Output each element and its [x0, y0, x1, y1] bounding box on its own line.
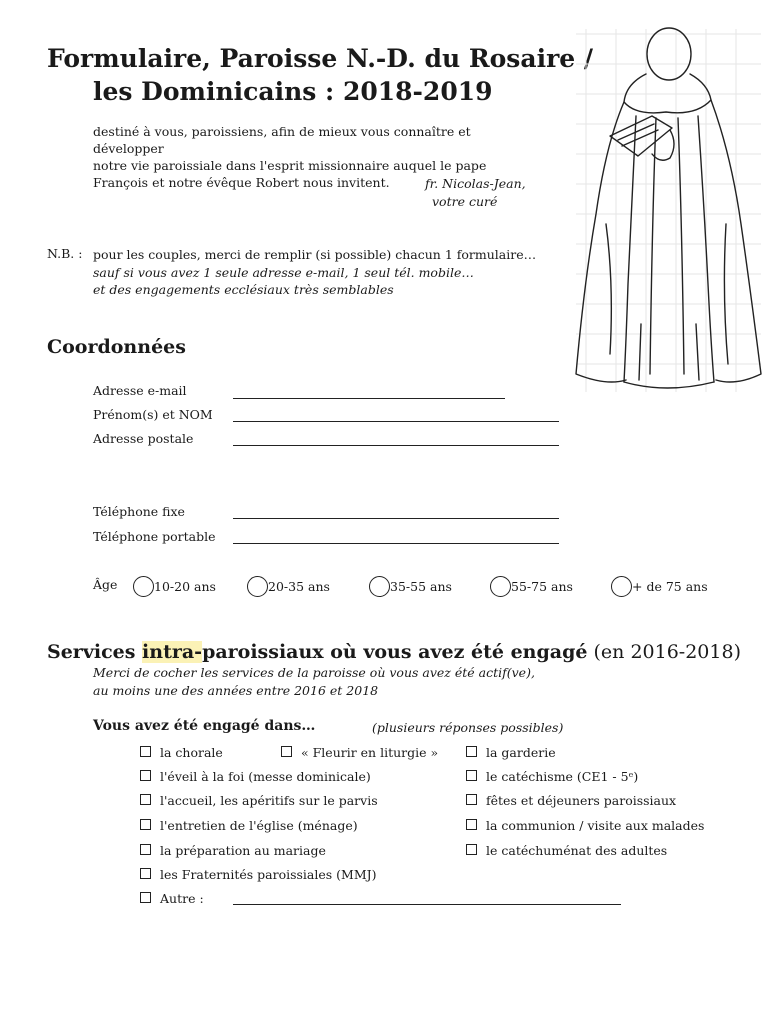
services-question: Vous avez été engagé dans… — [93, 718, 316, 734]
name-label: Prénom(s) et NOM — [93, 407, 213, 422]
checkbox-icon[interactable] — [466, 770, 477, 781]
section-heading-services: Services intra-paroissiaux où vous avez été engagé (en 2016-2018) — [47, 641, 741, 663]
title-line-2: les Dominicains : 2018-2019 — [93, 77, 493, 106]
checkbox-icon[interactable] — [140, 746, 151, 757]
dominican-friar-illustration — [566, 24, 766, 396]
signature-role: votre curé — [432, 194, 498, 209]
checkbox-icon[interactable] — [140, 770, 151, 781]
address-field[interactable] — [233, 445, 559, 446]
section-heading-coordonnees: Coordonnées — [47, 336, 186, 358]
nb-line-3: et des engagements ecclésiaux très semblables — [93, 282, 394, 297]
radio-circle-icon[interactable] — [133, 576, 154, 597]
name-field[interactable] — [233, 421, 559, 422]
checkbox-icon[interactable] — [281, 746, 292, 757]
email-label: Adresse e-mail — [93, 383, 187, 398]
checkbox-autre[interactable]: Autre : — [140, 891, 204, 906]
intro-line-2: notre vie paroissiale dans l'esprit missionnaire auquel le pape — [93, 158, 487, 173]
autre-field[interactable] — [233, 904, 621, 905]
checkbox-icon[interactable] — [140, 794, 151, 805]
intro-line-1: destiné à vous, paroissiens, afin de mieux vous connaître et développer — [93, 124, 471, 156]
age-option-20-35[interactable]: 20-35 ans — [247, 577, 330, 598]
radio-circle-icon[interactable] — [369, 576, 390, 597]
checkbox-chorale[interactable]: la chorale — [140, 745, 223, 760]
checkbox-icon[interactable] — [140, 892, 151, 903]
age-option-55-75[interactable]: 55-75 ans — [490, 577, 573, 598]
radio-circle-icon[interactable] — [611, 576, 632, 597]
nb-label: N.B. : — [47, 246, 83, 261]
phone-field[interactable] — [233, 518, 559, 519]
services-question-note: (plusieurs réponses possibles) — [372, 720, 564, 735]
age-label: Âge — [93, 577, 118, 592]
checkbox-communion[interactable]: la communion / visite aux malades — [466, 818, 704, 833]
checkbox-catechisme[interactable]: le catéchisme (CE1 - 5ᵉ) — [466, 769, 638, 784]
services-instructions: Merci de cocher les services de la paroisse où vous avez été actif(ve), au moins une des années entre 2016 et 2018 — [93, 665, 535, 698]
address-label: Adresse postale — [93, 431, 194, 446]
checkbox-icon[interactable] — [140, 844, 151, 855]
checkbox-entretien[interactable]: l'entretien de l'église (ménage) — [140, 818, 358, 833]
mobile-label: Téléphone portable — [93, 529, 216, 544]
page-title — [47, 42, 593, 108]
age-option-10-20[interactable]: 10-20 ans — [133, 577, 216, 598]
checkbox-garderie[interactable]: la garderie — [466, 745, 556, 760]
checkbox-icon[interactable] — [466, 794, 477, 805]
checkbox-catechumenat[interactable]: le catéchuménat des adultes — [466, 843, 667, 858]
checkbox-fleurir[interactable]: « Fleurir en liturgie » — [281, 745, 438, 760]
radio-circle-icon[interactable] — [247, 576, 268, 597]
checkbox-icon[interactable] — [140, 819, 151, 830]
checkbox-mariage[interactable]: la préparation au mariage — [140, 843, 326, 858]
age-option-35-55[interactable]: 35-55 ans — [369, 577, 452, 598]
intro-line-3: François et notre évêque Robert nous invitent. — [93, 175, 390, 190]
checkbox-eveil[interactable]: l'éveil à la foi (messe dominicale) — [140, 769, 371, 784]
title-line-1: Formulaire, Paroisse N.-D. du Rosaire / — [47, 44, 593, 73]
nb-line-2: sauf si vous avez 1 seule adresse e-mail, 1 seul tél. mobile… — [93, 264, 474, 280]
age-option-75-plus[interactable]: + de 75 ans — [611, 577, 708, 598]
signature-name: fr. Nicolas-Jean, — [425, 176, 526, 191]
signature — [425, 175, 526, 211]
checkbox-icon[interactable] — [466, 819, 477, 830]
radio-circle-icon[interactable] — [490, 576, 511, 597]
email-field[interactable] — [233, 398, 505, 399]
phone-label: Téléphone fixe — [93, 504, 185, 519]
checkbox-icon[interactable] — [466, 844, 477, 855]
nb-line-1: pour les couples, merci de remplir (si possible) chacun 1 formulaire… — [93, 247, 537, 262]
checkbox-icon[interactable] — [140, 868, 151, 879]
mobile-field[interactable] — [233, 543, 559, 544]
checkbox-fetes[interactable]: fêtes et déjeuners paroissiaux — [466, 793, 676, 808]
checkbox-icon[interactable] — [466, 746, 477, 757]
checkbox-fraternites[interactable]: les Fraternités paroissiales (MMJ) — [140, 867, 377, 882]
checkbox-accueil[interactable]: l'accueil, les apéritifs sur le parvis — [140, 793, 378, 808]
nb-text — [93, 246, 536, 299]
